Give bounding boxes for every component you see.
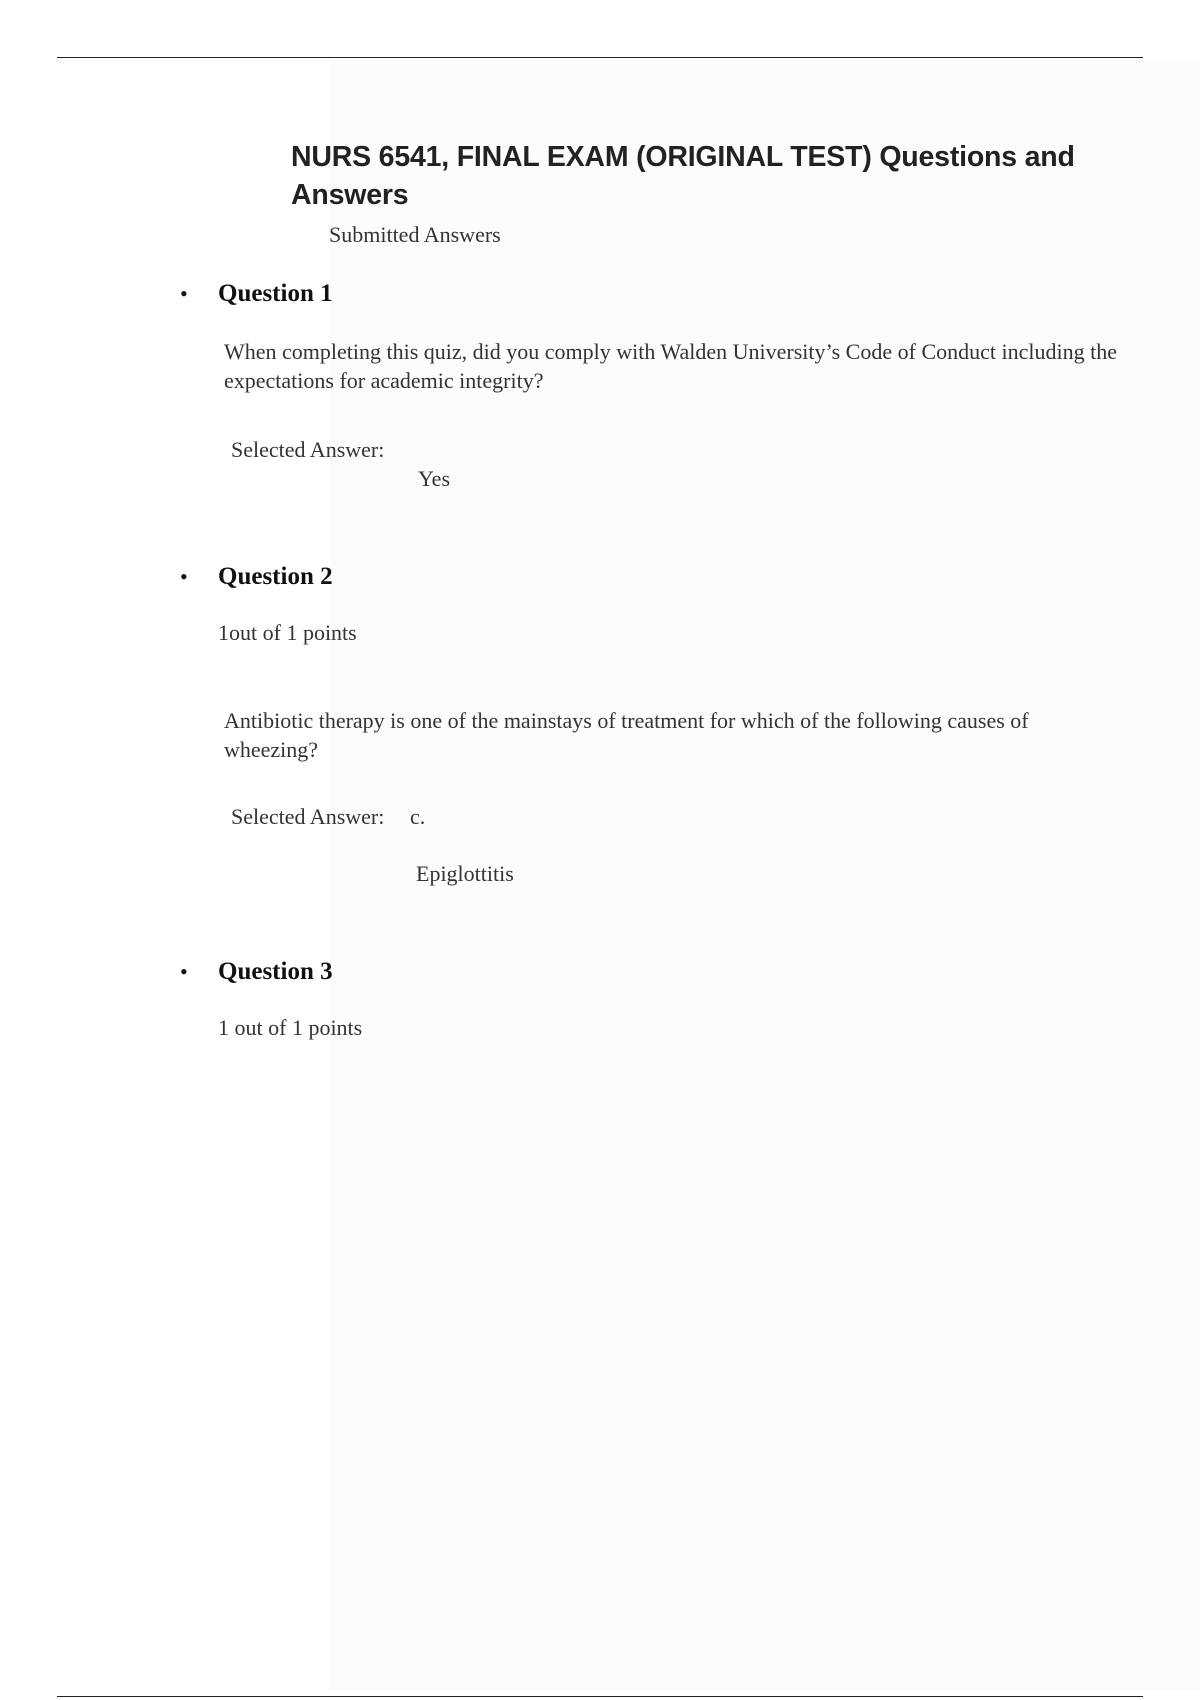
question-1-selected-answer: Yes [418, 466, 451, 491]
question-3-heading: Question 3 [218, 958, 333, 985]
footer-rule [57, 1696, 1143, 1697]
question-1-bullet: • [180, 281, 188, 306]
question-2-selected-letter: c. [410, 804, 426, 829]
question-2-selected-answer: Epiglottitis [416, 861, 514, 886]
question-2-text: Antibiotic therapy is one of the mainstays of treatment for which of the following causes of wheezing? [224, 708, 1029, 762]
question-1-selected-label: Selected Answer: [231, 437, 385, 462]
question-2-points: 1out of 1 points [218, 620, 357, 645]
question-2-selected-label: Selected Answer: [231, 804, 385, 829]
question-1-text: When completing this quiz, did you comply with Walden University’s Code of Conduct including the expectations for academic integrity? [224, 339, 1117, 393]
question-3-points: 1 out of 1 points [218, 1015, 363, 1040]
question-2-heading: Question 2 [218, 563, 333, 590]
question-3-bullet: • [180, 959, 188, 984]
header-rule [57, 57, 1143, 58]
document-subtitle: Submitted Answers [329, 222, 501, 247]
question-2-bullet: • [180, 564, 188, 589]
document-title: NURS 6541, FINAL EXAM (ORIGINAL TEST) Questions and Answers [291, 141, 1075, 211]
question-1-heading: Question 1 [218, 280, 333, 307]
